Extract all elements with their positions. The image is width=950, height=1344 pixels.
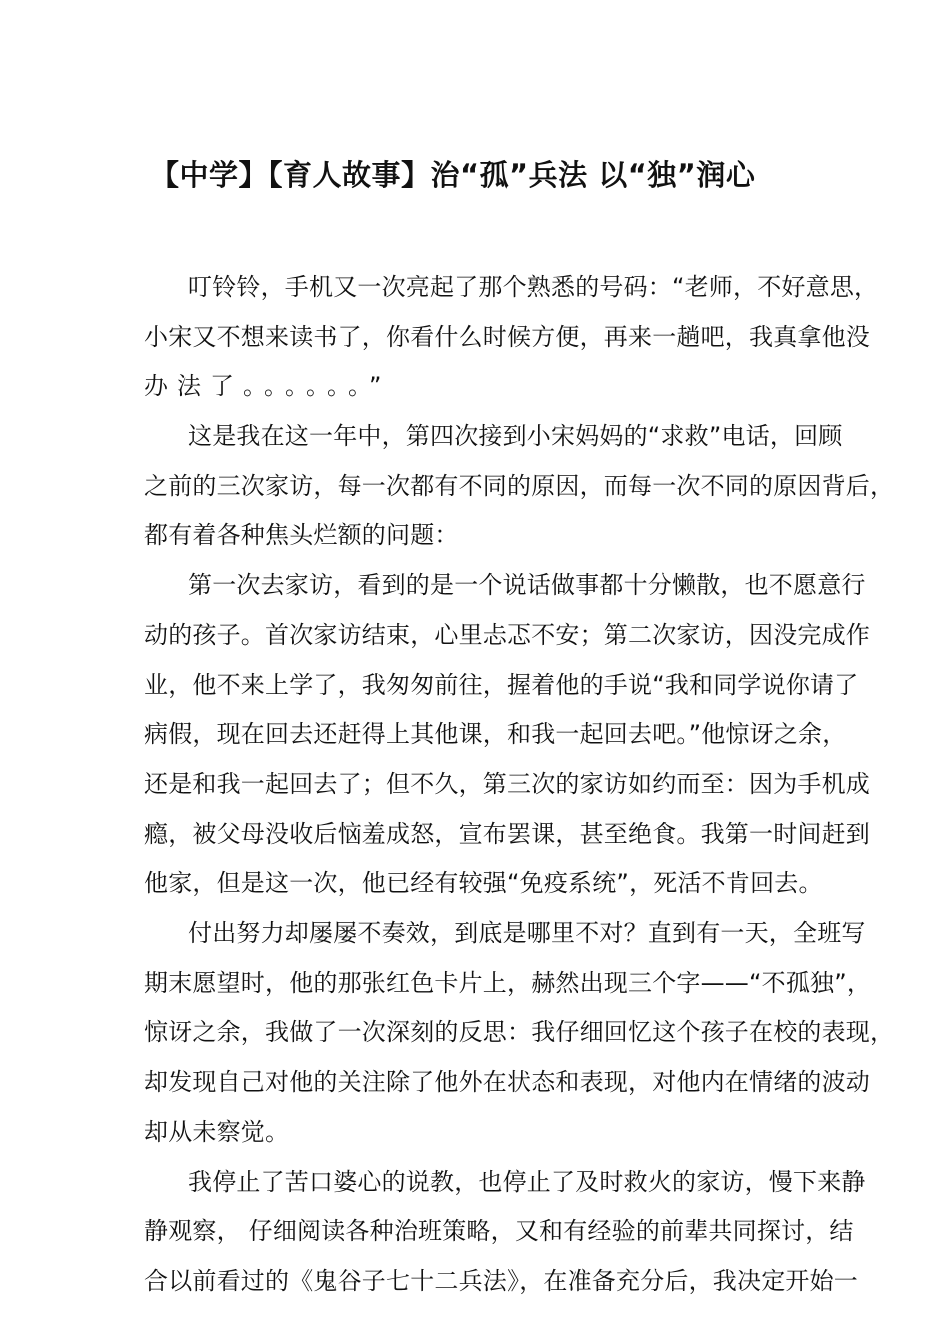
paragraph-line: 之前的三次家访，每一次都有不同的原因，而每一次不同的原因背后， [144, 472, 895, 500]
paragraph-line: 他家，但是这一次，他已经有较强“免疫系统”，死活不肯回去。 [144, 869, 823, 897]
paragraph-line: 静观察， 仔细阅读各种治班策略，又和有经验的前辈共同探讨，结 [144, 1217, 854, 1245]
paragraph-line: 合以前看过的《鬼谷子七十二兵法》，在准备充分后，我决定开始一 [144, 1267, 858, 1295]
paragraph-line: 这是我在这一年中，第四次接到小宋妈妈的“求救”电话，回顾 [188, 422, 843, 450]
paragraph-line: 病假，现在回去还赶得上其他课，和我一起回去吧。”他惊讶之余， [144, 720, 847, 748]
paragraph-line: 瘾，被父母没收后恼羞成怒，宣布罢课，甚至绝食。我第一时间赶到 [144, 820, 870, 848]
paragraph-line: 却从未察觉。 [144, 1118, 290, 1146]
paragraph-line: 惊讶之余，我做了一次深刻的反思：我仔细回忆这个孩子在校的表现， [144, 1018, 895, 1046]
paragraph-line: 我停止了苦口婆心的说教，也停止了及时救火的家访，慢下来静 [188, 1168, 866, 1196]
paragraph-line: 还是和我一起回去了；但不久，第三次的家访如约而至：因为手机成 [144, 770, 870, 798]
paragraph-line: 第一次去家访，看到的是一个说话做事都十分懒散，也不愿意行 [188, 571, 866, 599]
paragraph-line: 动的孩子。首次家访结束，心里忐忑不安；第二次家访，因没完成作 [144, 621, 870, 649]
paragraph-line: 业，他不来上学了，我匆匆前往，握着他的手说“我和同学说你请了 [144, 671, 859, 699]
paragraph-line: 都有着各种焦头烂额的问题： [144, 521, 459, 549]
paragraph-line: 付出努力却屡屡不奏效，到底是哪里不对？直到有一天，全班写 [188, 919, 866, 947]
paragraph-line: 办法了。。。。。。” [144, 372, 391, 400]
paragraph-line: 期末愿望时，他的那张红色卡片上，赫然出现三个字——“不孤独”， [144, 969, 872, 997]
paragraph-line: 小宋又不想来读书了，你看什么时候方便，再来一趟吧，我真拿他没 [144, 323, 870, 351]
paragraph-line: 却发现自己对他的关注除了他外在状态和表现，对他内在情绪的波动 [144, 1068, 870, 1096]
paragraph-line: 叮铃铃，手机又一次亮起了那个熟悉的号码：“老师，不好意思， [188, 273, 879, 301]
document-title: 【中学】【育人故事】治“孤”兵法 以“独”润心 [150, 158, 756, 192]
